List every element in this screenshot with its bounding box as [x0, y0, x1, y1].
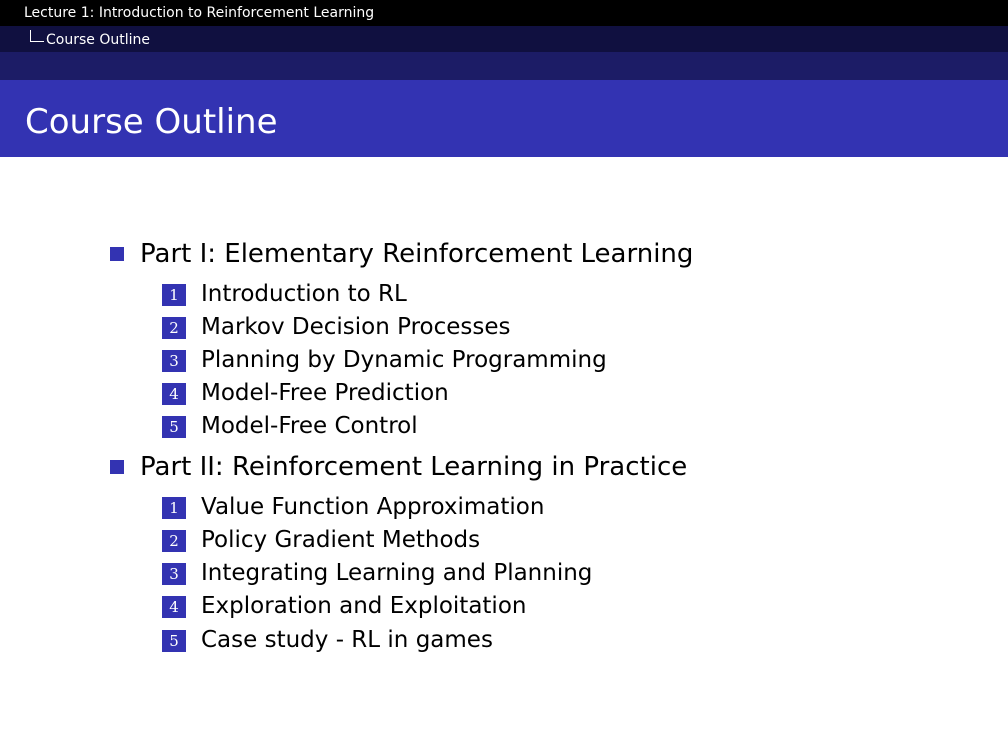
number-badge: 2: [162, 317, 186, 339]
square-bullet-icon: [110, 460, 124, 474]
outline-item-label: Policy Gradient Methods: [201, 527, 481, 553]
outline-item-label: Introduction to RL: [201, 281, 407, 307]
number-badge: 3: [162, 563, 186, 585]
number-badge: 1: [162, 497, 186, 519]
part-label: Part I: Elementary Reinforcement Learning: [140, 239, 694, 269]
number-badge: 2: [162, 530, 186, 552]
square-bullet-icon: [110, 247, 124, 261]
section-name: Course Outline: [46, 32, 150, 48]
outline-item-label: Exploration and Exploitation: [201, 593, 527, 619]
outline-item-label: Model-Free Prediction: [201, 380, 449, 406]
outline-item-label: Integrating Learning and Planning: [201, 560, 593, 586]
number-badge: 4: [162, 596, 186, 618]
outline-item-label: Value Function Approximation: [201, 494, 545, 520]
outline-item-label: Planning by Dynamic Programming: [201, 347, 607, 373]
number-badge: 5: [162, 416, 186, 438]
number-badge: 1: [162, 284, 186, 306]
slide-title: Course Outline: [25, 102, 278, 142]
number-badge: 5: [162, 630, 186, 652]
lecture-title: Lecture 1: Introduction to Reinforcement Learning: [24, 5, 375, 21]
part-label: Part II: Reinforcement Learning in Practice: [140, 452, 688, 482]
number-badge: 3: [162, 350, 186, 372]
number-badge: 4: [162, 383, 186, 405]
outline-item-label: Case study - RL in games: [201, 627, 493, 653]
outline-item-label: Model-Free Control: [201, 413, 418, 439]
outline-item-label: Markov Decision Processes: [201, 314, 511, 340]
